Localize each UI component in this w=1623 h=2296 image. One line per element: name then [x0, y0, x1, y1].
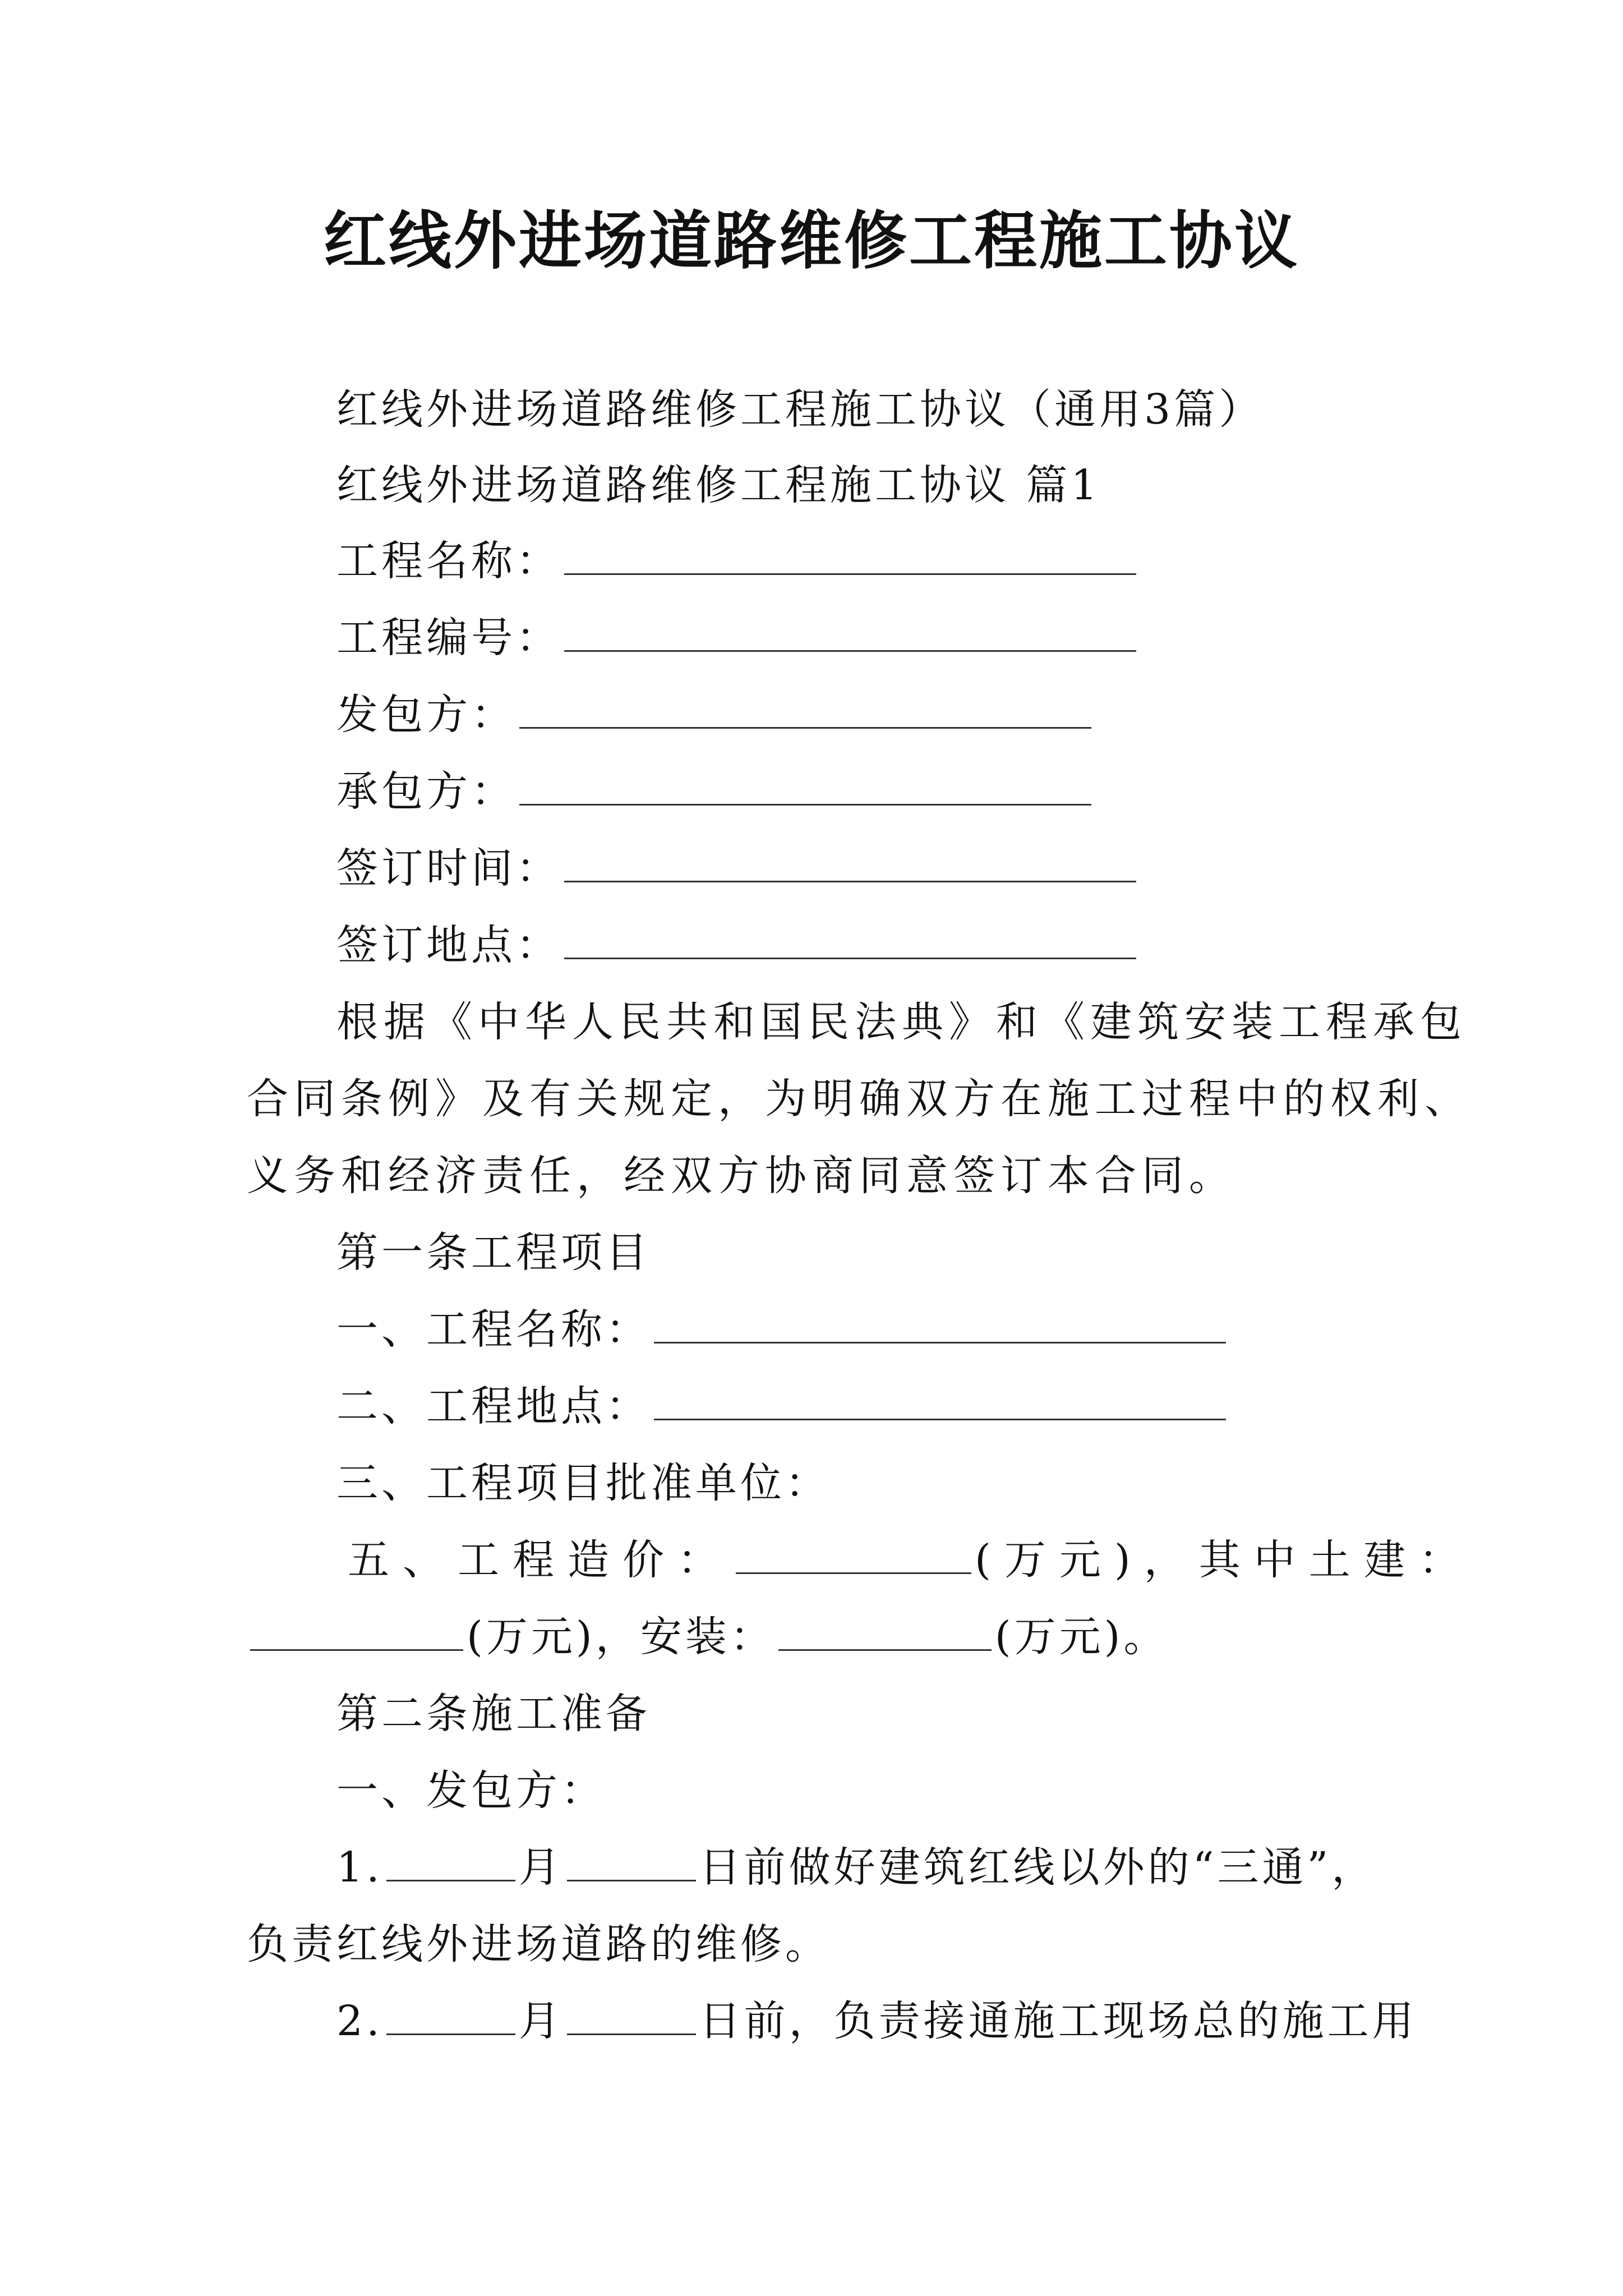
article2-para-1 — [336, 1839, 1376, 1895]
article1-item-3: 三、工程项目批准单位： — [336, 1459, 830, 1507]
article2-heading: 第二条施工准备 — [336, 1690, 651, 1738]
item-label: 二、工程地点： — [336, 1382, 651, 1430]
field-label: 发包方： — [336, 691, 516, 739]
intro-line-3: 义务和经济责任，经双方协商同意签订本合同。 — [247, 1152, 1236, 1200]
blank-line — [564, 534, 1136, 575]
item-text: (万元)。 — [994, 1613, 1169, 1661]
blank-line — [654, 1379, 1226, 1420]
intro-line-2: 合同条例》及有关规定，为明确双方在施工过程中的权利、 — [247, 1075, 1472, 1123]
field-sign-time — [336, 840, 1140, 896]
article2-para-2 — [336, 1993, 1417, 2049]
intro-line-1: 根据《中华人民共和国民法典》和《建筑安装工程承包 — [336, 998, 1467, 1046]
article1-item-5 — [348, 1532, 1474, 1588]
para-text: 日前做好建筑红线以外的“三通”， — [699, 1843, 1377, 1892]
blank-line — [519, 765, 1091, 806]
blank-line — [654, 1303, 1226, 1343]
blank-line — [736, 1533, 971, 1574]
article2-party: 一、发包方： — [336, 1766, 606, 1815]
field-label: 承包方： — [336, 767, 516, 816]
blank-line — [564, 918, 1136, 959]
item-label: 五、工程造价： — [348, 1536, 732, 1584]
article1-item-2 — [336, 1378, 1229, 1434]
field-contractor — [336, 763, 1095, 820]
subtitle: 红线外进场道路维修工程施工协议（通用3篇） — [336, 385, 1264, 434]
field-employer — [336, 687, 1095, 743]
blank-line — [778, 1610, 992, 1651]
para-text: 月 — [518, 1843, 564, 1892]
para-number: 2. — [336, 1997, 383, 2045]
blank-line — [386, 1841, 515, 1881]
blank-line — [250, 1610, 463, 1651]
field-sign-place — [336, 917, 1140, 973]
field-label: 签订地点： — [336, 921, 561, 969]
para-text: 日前，负责接通施工现场总的施工用 — [699, 1997, 1417, 2045]
para-number: 1. — [336, 1843, 383, 1892]
article2-para-1-cont: 负责红线外进场道路的维修。 — [247, 1920, 830, 1968]
field-label: 工程编号： — [336, 614, 561, 662]
document-title: 红线外进场道路维修工程施工协议 — [324, 204, 1299, 278]
section-heading: 红线外进场道路维修工程施工协议 篇1 — [336, 461, 1101, 509]
item-text: (万元)，安装： — [467, 1613, 775, 1661]
field-project-name — [336, 533, 1140, 589]
item-text: (万元)，其中土建： — [975, 1536, 1474, 1584]
article1-item-1 — [336, 1301, 1229, 1358]
article1-item-5-cont — [247, 1609, 1169, 1665]
para-text: 月 — [518, 1997, 564, 2045]
blank-line — [386, 1994, 515, 2035]
blank-line — [567, 1841, 696, 1881]
item-label: 一、工程名称： — [336, 1305, 651, 1354]
blank-line — [564, 611, 1136, 652]
article1-heading: 第一条工程项目 — [336, 1228, 651, 1277]
field-label: 工程名称： — [336, 537, 561, 585]
blank-line — [564, 841, 1136, 882]
blank-line — [519, 688, 1091, 729]
blank-line — [567, 1994, 696, 2035]
field-label: 签订时间： — [336, 844, 561, 892]
field-project-no — [336, 610, 1140, 666]
